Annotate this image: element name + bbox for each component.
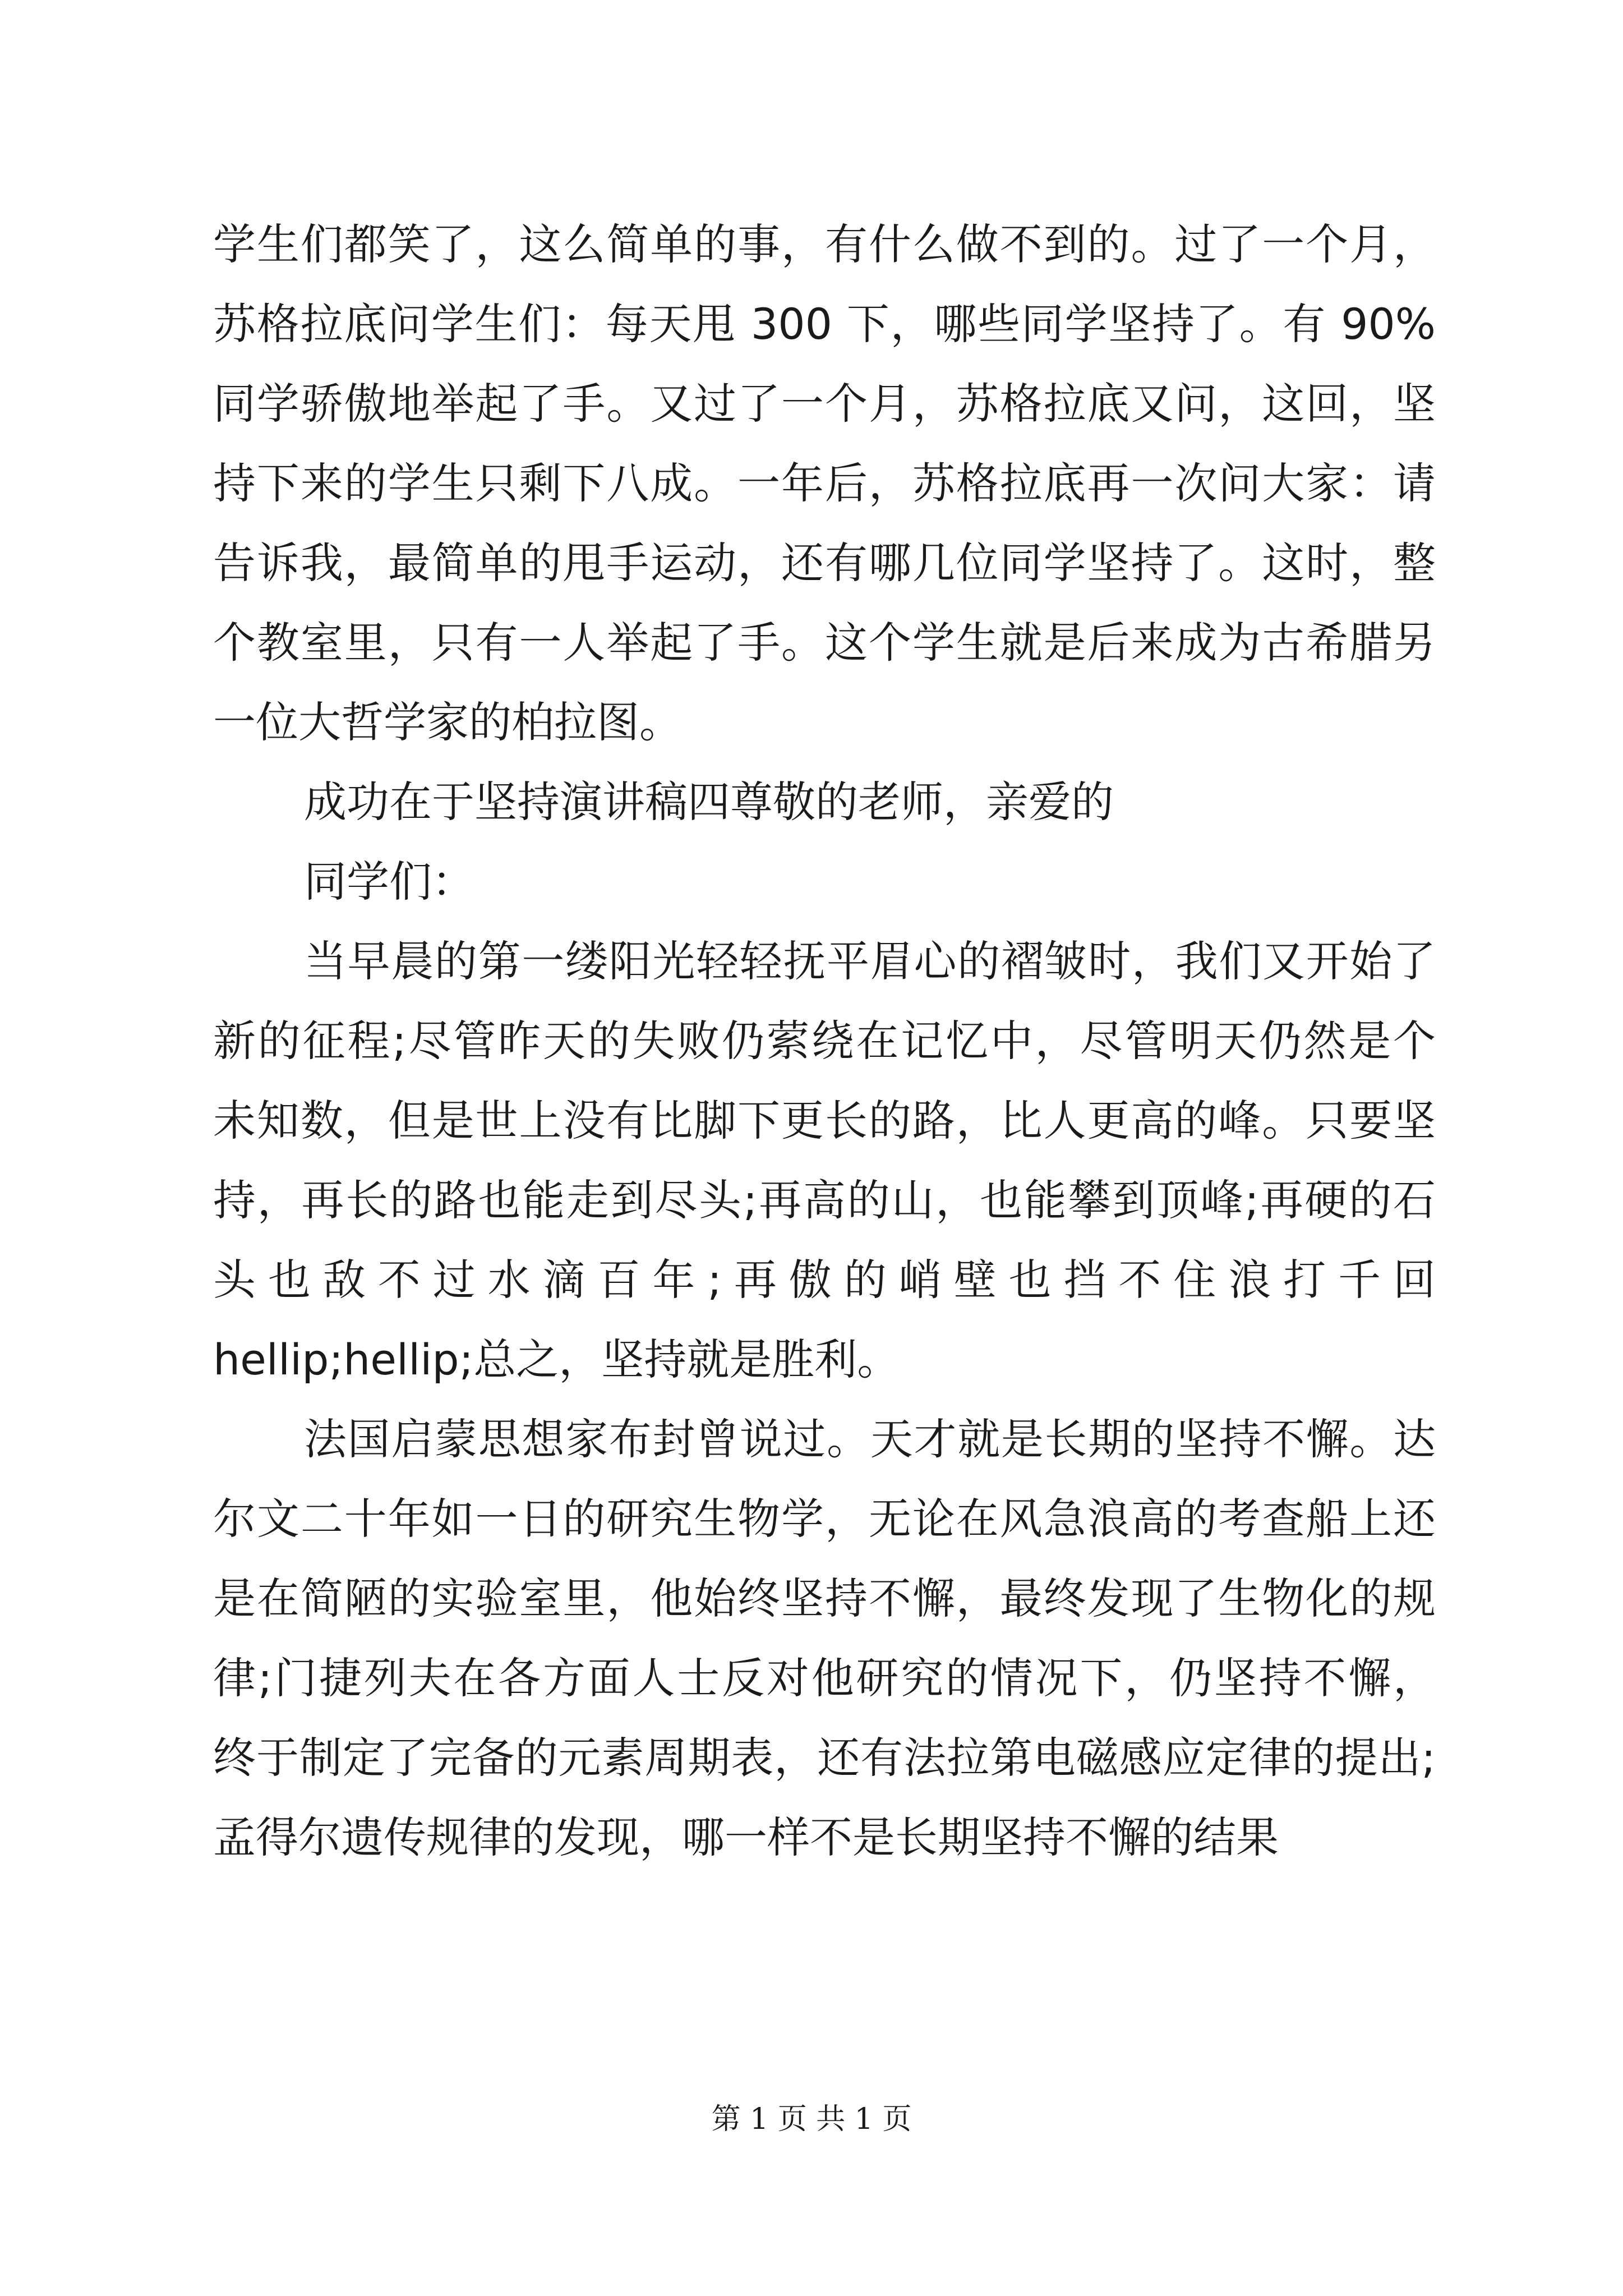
text-line: 同学骄傲地举起了手。又过了一个月，苏格拉底又问，这回，坚	[213, 379, 1436, 429]
text-line: 法国启蒙思想家布封曾说过。天才就是长期的坚持不懈。达	[304, 1414, 1436, 1464]
document-body	[213, 205, 1436, 1878]
text-line: 持下来的学生只剩下八成。一年后，苏格拉底再一次问大家：请	[213, 458, 1436, 508]
text-line: 苏格拉底问学生们：每天甩 300 下，哪些同学坚持了。有 90%	[213, 299, 1436, 349]
text-line: 孟得尔遗传规律的发现，哪一样不是长期坚持不懈的结果	[213, 1812, 1279, 1862]
text-line: 律;门捷列夫在各方面人士反对他研究的情况下，仍坚持不懈，	[213, 1653, 1436, 1703]
page-footer: 第 1 页 共 1 页	[711, 2102, 912, 2136]
text-line: 成功在于坚持演讲稿四尊敬的老师，亲爱的	[304, 777, 1114, 827]
text-line: 当早晨的第一缕阳光轻轻抚平眉心的褶皱时，我们又开始了	[304, 936, 1436, 986]
text-line: 终于制定了完备的元素周期表，还有法拉第电磁感应定律的提出;	[213, 1733, 1436, 1783]
text-line: hellip;hellip;总之，坚持就是胜利。	[213, 1335, 900, 1384]
text-line: 告诉我，最简单的甩手运动，还有哪几位同学坚持了。这时，整	[213, 538, 1436, 588]
text-line: 尔文二十年如一日的研究生物学，无论在风急浪高的考查船上还	[213, 1494, 1436, 1544]
text-line: 头也敌不过水滴百年;再傲的峭壁也挡不住浪打千回	[213, 1255, 1436, 1305]
text-line: 学生们都笑了，这么简单的事，有什么做不到的。过了一个月，	[213, 219, 1436, 269]
text-line: 未知数，但是世上没有比脚下更长的路，比人更高的峰。只要坚	[213, 1096, 1436, 1145]
text-line: 是在简陋的实验室里，他始终坚持不懈，最终发现了生物化的规	[213, 1573, 1436, 1623]
text-line: 一位大哲学家的柏拉图。	[213, 697, 682, 747]
text-line: 新的征程;尽管昨天的失败仍萦绕在记忆中，尽管明天仍然是个	[213, 1016, 1436, 1066]
text-line: 个教室里，只有一人举起了手。这个学生就是后来成为古希腊另	[213, 618, 1436, 668]
text-line: 持，再长的路也能走到尽头;再高的山，也能攀到顶峰;再硬的石	[213, 1175, 1436, 1225]
text-line: 同学们：	[304, 857, 474, 907]
